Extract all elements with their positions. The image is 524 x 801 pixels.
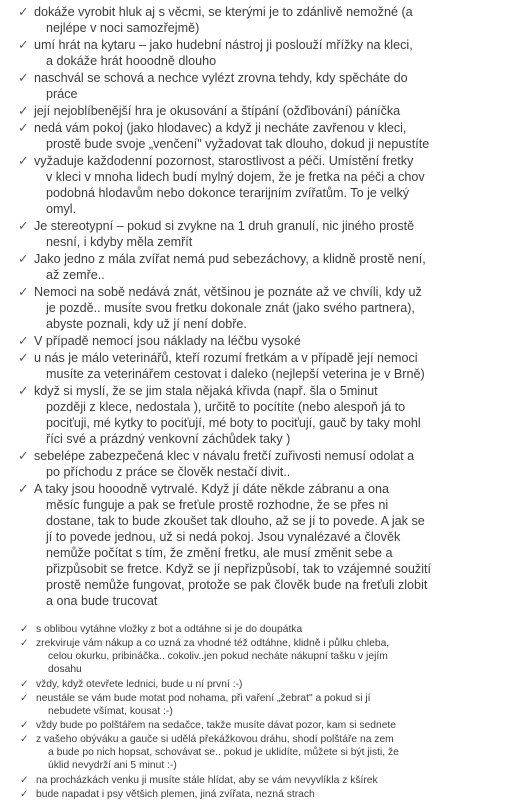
list-item-text-line: s oblibou vytáhne vložky z bot a odtáhne si je do doupátka [36, 624, 303, 635]
checkmark-icon: ✓ [18, 71, 29, 85]
list-item-text-line: říci své a prázdný venkovní záchůdek taky ) [46, 432, 291, 446]
checkmark-icon: ✓ [18, 482, 29, 496]
list-item-text-line: nesní, i kdyby měla zemřít [46, 235, 193, 249]
list-item-text-line: nedá vám pokoj (jako hlodavec) a když ji necháte zavřenou v kleci, [34, 121, 407, 135]
list-item-text-line: bude napadat i psy většich plemen, jiná zvířata, nezná strach [36, 789, 315, 801]
list-item-text-line: naschvál se schová a nechce vylézt zrovna tehdy, kdy spěcháte do [34, 71, 408, 85]
list-item-text-line: vždy, když otevřete lednici, bude u ní první :-) [36, 678, 243, 690]
checkmark-icon: ✓ [20, 678, 29, 690]
list-item-text-line: neustále se vám bude motat pod nohama, při vaření „žebrat" a pokud si jí [36, 692, 371, 704]
list-item-text-line: až zemře.. [46, 268, 105, 282]
list-item-text-line: úklid nevydrží ani 5 minut :-) [48, 760, 177, 772]
list-item-text-line: Nemoci na sobě nedává znát, většinou je poznáte až ve chvíli, kdy už [34, 285, 422, 299]
list-item-text-line: dosahu [48, 664, 82, 676]
list-item-text-line: v kleci v mnoha lidech budí mylný dojem, že je fretka na péči a chov [46, 170, 425, 184]
list-item [0, 218, 524, 250]
list-item-text-line: nemůže počítat s tím, že změní fretku, ale musí změnit sebe a [46, 546, 393, 560]
list-item [0, 623, 524, 636]
list-item-text-line: prostě nemůže fungovat, protože se pak člověk bude na freťuli zlobit [46, 578, 428, 592]
list-item-text-line: vyžaduje každodenní pozornost, starostlivost a péči. Umístění fretky [34, 154, 414, 168]
list-item-text-line: přizpůsobit se fretce. Když se jí nepřizpůsobí, tak to vzájemné soužití [46, 562, 431, 576]
list-item-text-line: Je stereotypní – pokud si zvykne na 1 druh granulí, nic jiného prostě [34, 219, 415, 233]
list-item [0, 103, 524, 119]
ferret-traits-list [0, 4, 524, 609]
list-item [0, 481, 524, 609]
list-item-text-line: V případě nemocí jsou náklady na léčbu vysoké [34, 334, 301, 348]
checkmark-icon: ✓ [18, 121, 29, 135]
list-item [0, 692, 524, 718]
ferret-habits-list [0, 623, 524, 801]
list-item [0, 153, 524, 217]
checkmark-icon: ✓ [20, 720, 29, 732]
checkmark-icon: ✓ [18, 384, 29, 398]
checkmark-icon: ✓ [18, 449, 29, 463]
list-item [0, 37, 524, 69]
list-item [0, 719, 524, 732]
list-item-text-line: Jako jedno z mála zvířat nemá pud sebezáchovy, a klidně prostě není, [34, 252, 426, 266]
checkmark-icon: ✓ [18, 252, 29, 266]
checkmark-icon: ✓ [18, 5, 29, 19]
list-item-text-line: celou okurku, pribináčka.. cokoliv..jen pokud necháte nákupní tašku v jejím [48, 651, 388, 663]
list-item-text-line: musíte za veterinářem cestovat i daleko (nejlepší veterina je v Brně) [46, 367, 425, 381]
list-item [0, 350, 524, 382]
list-item-text-line: po příchodu z práce se člověk nestačí divit.. [46, 465, 291, 479]
list-item-text-line: A taky jsou hooodně vytrvalé. Když jí dáte někde zábranu a ona [34, 482, 389, 496]
list-item-text-line: a ona bude trucovat [46, 594, 158, 608]
list-item [0, 774, 524, 787]
checkmark-icon: ✓ [20, 734, 29, 746]
list-item-text-line: zrekviruje vám nákup a co uzná za vhodné též odtáhne, klidně i půlku chleba, [36, 638, 390, 650]
list-item-text-line: z vašeho obýváku a gauče si udělá překážkovou dráhu, shodí polštáře na zem [36, 734, 394, 746]
list-item-text-line: a dokáže hrát hooodně dlouho [46, 54, 217, 68]
list-item-text-line: později z klece, nedostala ), určitě to pocítíte (nebo alespoň já to [46, 400, 406, 414]
checkmark-icon: ✓ [20, 774, 29, 786]
checkmark-icon: ✓ [18, 285, 29, 299]
list-item-text-line: vždy bude po polštářem na sedačce, takže musíte dávat pozor, kam si sednete [36, 720, 397, 732]
checkmark-icon: ✓ [20, 638, 29, 650]
list-item-text-line: prostě bude svoje „venčení" vyžadovat tak dlouho, dokud ji nepustíte [46, 137, 430, 151]
list-item [0, 637, 524, 676]
list-item-text-line: nebudete všímat, kousat :-) [48, 705, 173, 717]
list-item-text-line: jí to povede jednou, už si nedá pokoj. Jsou vynalézavé a člověk [46, 530, 401, 544]
list-item-text-line: měsíc funguje a pak se freťule prostě rozhodne, že se přes ni [46, 498, 389, 512]
checkmark-icon: ✓ [18, 351, 29, 365]
list-item-text-line: je pozdě.. musíte svou fretku dokonale znát (jako svého partnera), [46, 301, 415, 315]
checkmark-icon: ✓ [18, 219, 29, 233]
list-item-text-line: dostane, tak to bude zkoušet tak dlouho, až se jí to povede. A jak se [46, 514, 425, 528]
list-item-text-line: umí hrát na kytaru – jako hudební nástroj ji poslouží mřížky na kleci, [34, 38, 413, 52]
list-item [0, 383, 524, 447]
list-item [0, 70, 524, 102]
checkmark-icon: ✓ [20, 789, 29, 801]
list-item-text-line: abyste poznali, kdy už jí není dobře. [46, 317, 247, 331]
list-item [0, 120, 524, 152]
checkmark-icon: ✓ [18, 38, 29, 52]
list-item [0, 678, 524, 691]
list-item-text-line: pociťuji, mé kytky to pociťují, mé boty to pociťují, gauč by taky mohl [46, 416, 421, 430]
list-item-text-line: u nás je málo veterinářů, kteří rozumí fretkám a v případě její nemoci [34, 351, 418, 365]
list-item [0, 4, 524, 36]
checkmark-icon: ✓ [18, 334, 29, 348]
checkmark-icon: ✓ [18, 104, 29, 118]
list-item-text-line: když si myslí, že se jim stala nějaká křivda (např. šla o 5minut [34, 384, 378, 398]
list-item-text-line: a bude po nich hopsat, schovávat se.. pokud je uklidíte, můžete si být jisti, že [48, 747, 399, 759]
list-item-text-line: podobná hlodavům nebo dokonce terarijním zvířatům. To je velký [46, 186, 410, 200]
list-item [0, 284, 524, 332]
list-item-text-line: práce [46, 87, 78, 101]
checkmark-icon: ✓ [20, 692, 29, 704]
list-item [0, 788, 524, 801]
list-item-text-line: sebelépe zabezpečená klec v návalu fretčí zuřivosti nemusí odolat a [34, 449, 415, 463]
list-item [0, 448, 524, 480]
list-item [0, 251, 524, 283]
checkmark-icon: ✓ [18, 154, 29, 168]
list-item-text-line: dokáže vyrobit hluk aj s věcmi, se kterými je to zdánlivě nemožné (a [34, 5, 413, 19]
list-item-text-line: její nejoblíbenější hra je okusování a štípání (ožďibování) páníčka [34, 104, 401, 118]
list-item-text-line: na procházkách venku ji musíte stále hlídat, aby se vám nevyvlíkla z kšírek [36, 774, 378, 786]
list-item-text-line: omyl. [46, 202, 77, 216]
list-item [0, 333, 524, 349]
list-item [0, 733, 524, 772]
list-item-text-line: nejlépe v noci samozřejmě) [46, 21, 200, 35]
checkmark-icon: ✓ [20, 624, 29, 635]
